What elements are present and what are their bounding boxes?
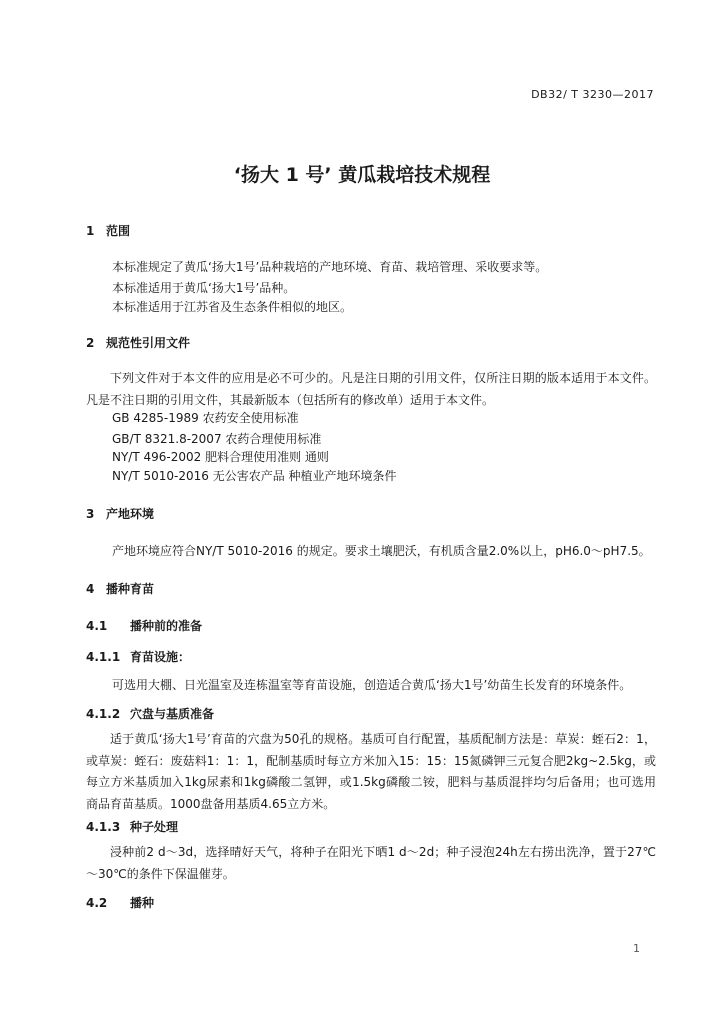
section-3-heading bbox=[86, 505, 154, 522]
reference-item: NY/T 496-2002 肥料合理使用准则 通则 bbox=[112, 450, 329, 464]
paragraph: 浸种前2 d～3d，选择晴好天气，将种子在阳光下晒1 d～2d；种子浸泡24h左右捞出洗净，置于27℃～30℃的条件下保温催芽。 bbox=[86, 845, 656, 881]
reference-item: GB 4285-1989 农药安全使用标准 bbox=[112, 411, 299, 425]
section-number: 4.1 bbox=[86, 619, 108, 633]
paragraph-line: 本标准规定了黄瓜‘扬大1号’品种栽培的产地环境、育苗、栽培管理、采收要求等。 bbox=[112, 260, 548, 274]
subsection-4-1-3-heading bbox=[86, 818, 178, 835]
section-4-heading bbox=[86, 580, 154, 597]
paragraph-line: 本标准适用于江苏省及生态条件相似的地区。 bbox=[112, 300, 353, 314]
section-number: 4 bbox=[86, 582, 95, 596]
section-title: 穴盘与基质准备 bbox=[130, 707, 215, 721]
section-number: 4.1.1 bbox=[86, 650, 121, 664]
subsection-4-1-1-heading bbox=[86, 648, 190, 665]
section-1-heading bbox=[86, 222, 130, 239]
subsection-4-1-2-heading bbox=[86, 705, 214, 722]
page-number: 1 bbox=[633, 942, 640, 955]
section-number: 3 bbox=[86, 507, 95, 521]
section-title: 产地环境 bbox=[106, 507, 155, 521]
paragraph-line: 本标准适用于黄瓜‘扬大1号’品种。 bbox=[112, 281, 296, 295]
reference-item: GB/T 8321.8-2007 农药合理使用标准 bbox=[112, 432, 322, 446]
paragraph: 适于黄瓜‘扬大1号’育苗的穴盘为50孔的规格。基质可自行配置，基质配制方法是：草炭：蛭石2：1，或草炭：蛭石：废菇料1：1：1，配制基质时每立方米加入15：15：15氮磷钾三元复合肥2kg~2.5kg，或每立方米基质加入1kg尿素和1kg磷酸二氢钾，或1.5kg磷酸二铵，肥料与基质混拌均匀后备用；也可选用商品育苗基质。1000盘备用基质4.65立方米。 bbox=[86, 732, 656, 811]
document-number: DB32/ T 3230—2017 bbox=[531, 88, 654, 101]
section-title: 播种 bbox=[130, 896, 155, 910]
section-2-heading bbox=[86, 334, 190, 351]
section-number: 4.2 bbox=[86, 896, 108, 910]
reference-item: NY/T 5010-2016 无公害农产品 种植业产地环境条件 bbox=[112, 469, 397, 483]
section-title: 种子处理 bbox=[130, 820, 179, 834]
paragraph: 可选用大棚、日光温室及连栋温室等育苗设施，创造适合黄瓜‘扬大1号’幼苗生长发育的环境条件。 bbox=[112, 678, 632, 692]
section-number: 1 bbox=[86, 224, 95, 238]
subsection-4-1-heading bbox=[86, 617, 202, 634]
section-number: 4.1.2 bbox=[86, 707, 121, 721]
section-title: 育苗设施： bbox=[130, 650, 191, 664]
section-title: 范围 bbox=[106, 224, 131, 238]
section-number: 4.1.3 bbox=[86, 820, 121, 834]
section-number: 2 bbox=[86, 336, 95, 350]
section-title: 规范性引用文件 bbox=[106, 336, 191, 350]
document-title: ‘扬大 1 号’ 黄瓜栽培技术规程 bbox=[233, 164, 491, 186]
paragraph: 产地环境应符合NY/T 5010-2016 的规定。要求土壤肥沃，有机质含量2.0%以上，pH6.0～pH7.5。 bbox=[112, 544, 651, 558]
subsection-4-2-heading bbox=[86, 894, 154, 911]
section-title: 播种育苗 bbox=[106, 582, 155, 596]
paragraph: 下列文件对于本文件的应用是必不可少的。凡是注日期的引用文件，仅所注日期的版本适用于本文件。凡是不注日期的引用文件，其最新版本（包括所有的修改单）适用于本文件。 bbox=[86, 371, 656, 407]
section-title: 播种前的准备 bbox=[130, 619, 203, 633]
